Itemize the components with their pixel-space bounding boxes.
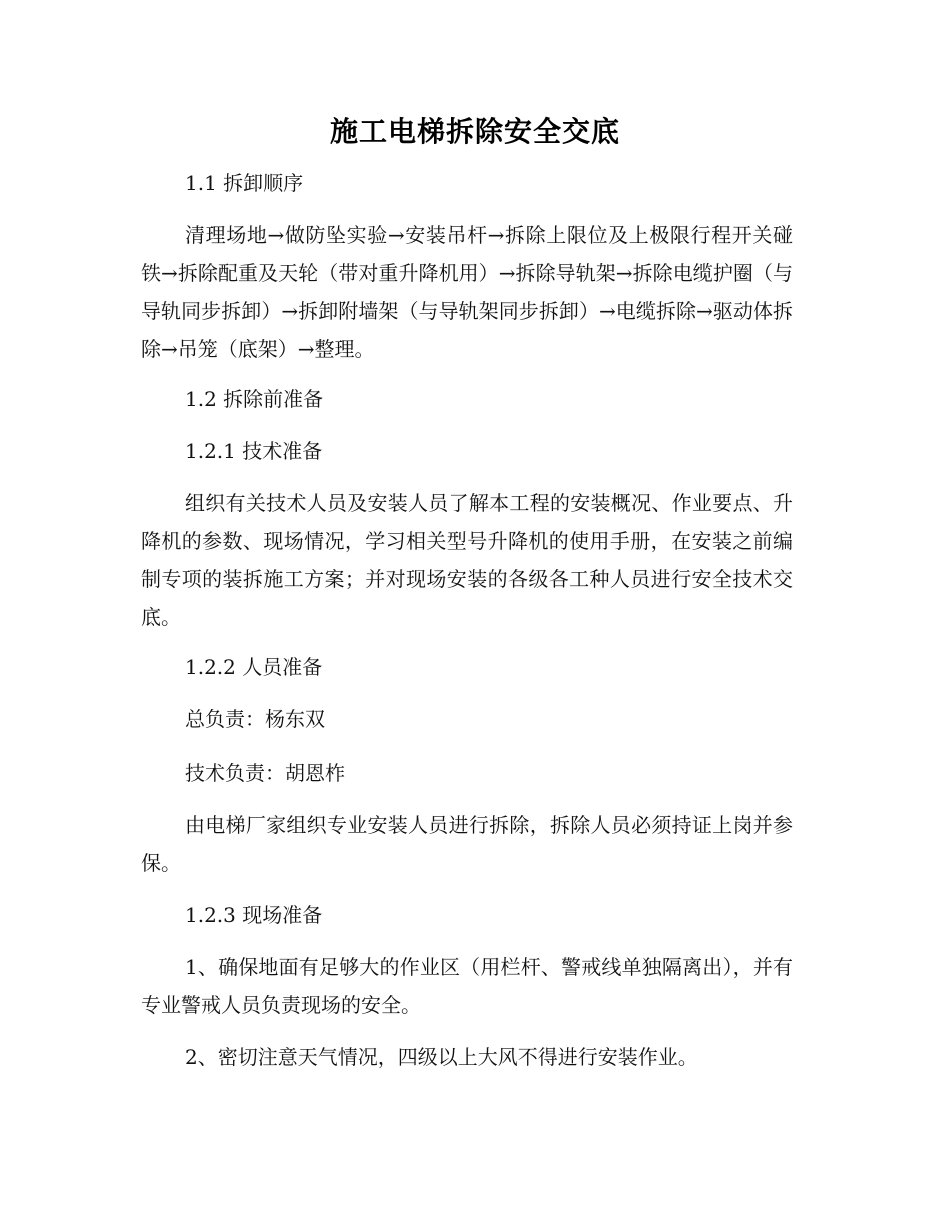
paragraph-site-item-1: 1、确保地面有足够大的作业区（用栏杆、警戒线单独隔离出），并有专业警戒人员负责现场的安全。 — [141, 955, 793, 1017]
heading-pre-removal-preparation: 1.2 拆除前准备 — [185, 387, 324, 411]
general-manager-line: 总负责：杨东双 — [185, 707, 325, 731]
paragraph-disassembly-sequence: 清理场地→做防坠实验→安装吊杆→拆除上限位及上极限行程开关碰铁→拆除配重及天轮（带对重升降机用）→拆除导轨架→拆除电缆护圈（与导轨同步拆卸）→拆卸附墙架（与导轨架同步拆卸）→电缆拆除→驱动体拆除→吊笼（底架）→整理。 — [141, 223, 793, 361]
paragraph-personnel-requirement: 由电梯厂家组织专业安装人员进行拆除，拆除人员必须持证上岗并参保。 — [141, 813, 793, 875]
paragraph-technical-preparation: 组织有关技术人员及安装人员了解本工程的安装概况、作业要点、升降机的参数、现场情况，学习相关型号升降机的使用手册，在安装之前编制专项的装拆施工方案；并对现场安装的各级各工种人员进行安全技术交底。 — [141, 491, 793, 629]
technical-manager-line: 技术负责：胡恩柞 — [185, 761, 345, 785]
heading-site-preparation: 1.2.3 现场准备 — [185, 903, 323, 927]
heading-technical-preparation: 1.2.1 技术准备 — [185, 439, 323, 463]
document-title: 施工电梯拆除安全交底 — [329, 115, 620, 148]
heading-personnel-preparation: 1.2.2 人员准备 — [185, 655, 323, 679]
heading-disassembly-order: 1.1 拆卸顺序 — [185, 171, 304, 195]
paragraph-site-item-2: 2、密切注意天气情况，四级以上大风不得进行安装作业。 — [185, 1045, 698, 1069]
